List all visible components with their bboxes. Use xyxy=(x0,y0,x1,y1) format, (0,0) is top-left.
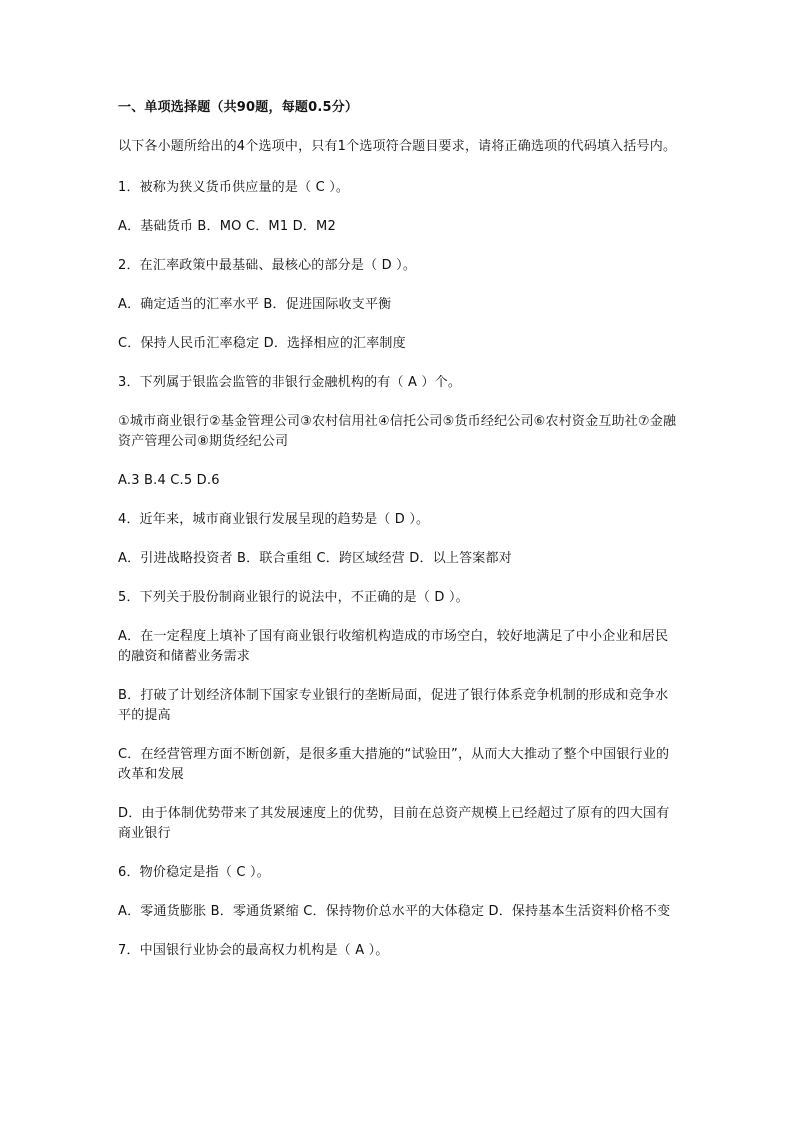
question-5-option-c: C．在经营管理方面不断创新，是很多重大措施的“试验田”，从而大大推动了整个中国银行业的改革和发展 xyxy=(118,747,670,782)
question-5-option-a: A．在一定程度上填补了国有商业银行收缩机构造成的市场空白，较好地满足了中小企业和居民的融资和储蓄业务需求 xyxy=(118,629,669,664)
question-5-option-b: B．打破了计划经济体制下国家专业银行的垄断局面，促进了银行体系竞争机制的形成和竞争水平的提高 xyxy=(118,688,669,723)
question-3-options: A.3 B.4 C.5 D.6 xyxy=(118,473,220,488)
question-5: 5．下列关于股份制商业银行的说法中，不正确的是（ D ）。 xyxy=(118,590,469,605)
question-2-options-cd: C．保持人民币汇率稳定 D．选择相应的汇率制度 xyxy=(118,336,406,351)
question-6: 6．物价稳定是指（ C ）。 xyxy=(118,865,270,880)
section-heading: 一、单项选择题（共90题，每题0.5分） xyxy=(118,100,359,115)
question-1: 1．被称为狭义货币供应量的是（ C ）。 xyxy=(118,180,350,195)
question-3-institution-list: ①城市商业银行②基金管理公司③农村信用社④信托公司⑤货币经纪公司⑥农村资金互助社⑦金融资产管理公司⑧期货经纪公司 xyxy=(118,414,677,449)
question-6-options: A．零通货膨胀 B．零通货紧缩 C．保持物价总水平的大体稳定 D．保持基本生活资料价格不变 xyxy=(118,904,671,919)
question-2-options-ab: A．确定适当的汇率水平 B．促进国际收支平衡 xyxy=(118,297,392,312)
question-7: 7．中国银行业协会的最高权力机构是（ A ）。 xyxy=(118,943,389,958)
question-4: 4．近年来，城市商业银行发展呈现的趋势是（ D ）。 xyxy=(118,512,430,527)
instructions-paragraph: 以下各小题所给出的4个选项中，只有1个选项符合题目要求，请将正确选项的代码填入括号内。 xyxy=(118,139,677,154)
question-4-options: A．引进战略投资者 B．联合重组 C．跨区域经营 D．以上答案都对 xyxy=(118,551,512,566)
question-5-option-d: D．由于体制优势带来了其发展速度上的优势，目前在总资产规模上已经超过了原有的四大国有商业银行 xyxy=(118,806,670,841)
question-3: 3．下列属于银监会监管的非银行金融机构的有（ A ）个。 xyxy=(118,375,462,390)
question-1-options: A．基础货币 B．MO C．M1 D．M2 xyxy=(118,219,336,234)
question-2: 2．在汇率政策中最基础、最核心的部分是（ D ）。 xyxy=(118,258,417,273)
document-body xyxy=(118,98,678,980)
